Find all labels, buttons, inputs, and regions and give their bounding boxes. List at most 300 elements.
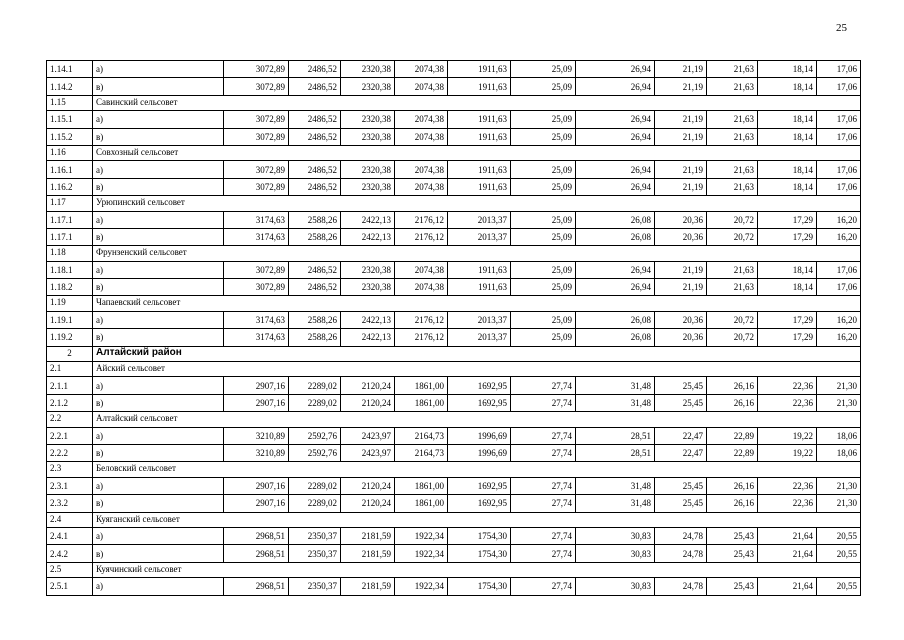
table-row: [47, 444, 861, 461]
value-cell: 2486,52: [289, 78, 341, 95]
value-cell: 26,94: [576, 161, 655, 178]
table-row: [47, 545, 861, 562]
value-cell: 22,47: [655, 444, 707, 461]
table-row: [47, 279, 861, 296]
value-cell: 22,36: [758, 394, 817, 411]
value-cell: 17,06: [817, 161, 861, 178]
value-cell: 18,14: [758, 161, 817, 178]
table-row: [47, 211, 861, 228]
section-header-row: [47, 362, 861, 377]
value-cell: 25,09: [511, 279, 576, 296]
value-cell: 1911,63: [448, 279, 511, 296]
value-cell: 25,09: [511, 211, 576, 228]
value-cell: 26,94: [576, 178, 655, 195]
row-code: 1.16.2: [47, 178, 93, 195]
value-cell: 1996,69: [448, 444, 511, 461]
value-cell: 3210,89: [224, 444, 289, 461]
value-cell: 2181,59: [341, 545, 395, 562]
value-cell: 2120,24: [341, 377, 395, 394]
row-label: в): [93, 545, 224, 562]
value-cell: 18,14: [758, 261, 817, 278]
row-code: 1.14.2: [47, 78, 93, 95]
value-cell: 26,08: [576, 311, 655, 328]
row-code: 2.3.2: [47, 495, 93, 512]
value-cell: 21,63: [707, 61, 758, 78]
row-code: 1.15.1: [47, 111, 93, 128]
value-cell: 1911,63: [448, 61, 511, 78]
value-cell: 21,19: [655, 161, 707, 178]
section-header-row: [47, 512, 861, 527]
value-cell: 17,06: [817, 279, 861, 296]
value-cell: 2588,26: [289, 329, 341, 346]
value-cell: 20,55: [817, 578, 861, 595]
value-cell: 26,16: [707, 394, 758, 411]
value-cell: 1692,95: [448, 394, 511, 411]
row-code: 1.18.2: [47, 279, 93, 296]
value-cell: 17,06: [817, 261, 861, 278]
value-cell: 2588,26: [289, 228, 341, 245]
section-header-row: [47, 462, 861, 477]
value-cell: 2181,59: [341, 527, 395, 544]
value-cell: 20,72: [707, 228, 758, 245]
value-cell: 24,78: [655, 578, 707, 595]
value-cell: 3174,63: [224, 228, 289, 245]
value-cell: 25,09: [511, 161, 576, 178]
section-name: Куячинский сельсовет: [93, 562, 861, 577]
table-row: [47, 495, 861, 512]
value-cell: 3072,89: [224, 261, 289, 278]
table-row: [47, 261, 861, 278]
row-code: 2.4: [47, 512, 93, 527]
value-cell: 24,78: [655, 527, 707, 544]
value-cell: 2013,37: [448, 311, 511, 328]
value-cell: 22,36: [758, 495, 817, 512]
value-cell: 2289,02: [289, 394, 341, 411]
value-cell: 2422,13: [341, 228, 395, 245]
row-code: 2.2.2: [47, 444, 93, 461]
value-cell: 18,14: [758, 128, 817, 145]
table-row: [47, 161, 861, 178]
value-cell: 26,94: [576, 279, 655, 296]
value-cell: 21,19: [655, 128, 707, 145]
section-name: Куяганский сельсовет: [93, 512, 861, 527]
value-cell: 17,06: [817, 178, 861, 195]
value-cell: 1911,63: [448, 161, 511, 178]
value-cell: 1692,95: [448, 495, 511, 512]
row-label: а): [93, 578, 224, 595]
value-cell: 1754,30: [448, 578, 511, 595]
value-cell: 1922,34: [395, 527, 448, 544]
value-cell: 30,83: [576, 578, 655, 595]
value-cell: 2486,52: [289, 111, 341, 128]
value-cell: 2968,51: [224, 578, 289, 595]
section-name: Беловский сельсовет: [93, 462, 861, 477]
value-cell: 21,19: [655, 178, 707, 195]
value-cell: 26,94: [576, 61, 655, 78]
value-cell: 31,48: [576, 394, 655, 411]
value-cell: 2588,26: [289, 311, 341, 328]
value-cell: 27,74: [511, 394, 576, 411]
value-cell: 25,09: [511, 78, 576, 95]
table-row: [47, 394, 861, 411]
value-cell: 1911,63: [448, 111, 511, 128]
table-row: [47, 527, 861, 544]
value-cell: 18,14: [758, 61, 817, 78]
value-cell: 2486,52: [289, 279, 341, 296]
value-cell: 21,63: [707, 279, 758, 296]
value-cell: 17,06: [817, 128, 861, 145]
value-cell: 17,06: [817, 61, 861, 78]
value-cell: 25,45: [655, 495, 707, 512]
table-row: [47, 128, 861, 145]
row-code: 2.2: [47, 412, 93, 427]
value-cell: 2350,37: [289, 545, 341, 562]
value-cell: 30,83: [576, 545, 655, 562]
value-cell: 3072,89: [224, 78, 289, 95]
value-cell: 2422,13: [341, 211, 395, 228]
value-cell: 2968,51: [224, 527, 289, 544]
row-label: а): [93, 111, 224, 128]
value-cell: 31,48: [576, 477, 655, 494]
value-cell: 21,63: [707, 128, 758, 145]
table-row: [47, 311, 861, 328]
value-cell: 2350,37: [289, 527, 341, 544]
row-code: 1.16.1: [47, 161, 93, 178]
row-label: а): [93, 377, 224, 394]
value-cell: 2486,52: [289, 178, 341, 195]
row-label: а): [93, 61, 224, 78]
value-cell: 25,09: [511, 261, 576, 278]
value-cell: 2907,16: [224, 377, 289, 394]
row-code: 1.15: [47, 95, 93, 110]
value-cell: 1861,00: [395, 477, 448, 494]
section-header-row: [47, 562, 861, 577]
value-cell: 25,09: [511, 228, 576, 245]
value-cell: 20,36: [655, 329, 707, 346]
value-cell: 2074,38: [395, 111, 448, 128]
section-name: Урюпинский сельсовет: [93, 196, 861, 211]
value-cell: 27,74: [511, 495, 576, 512]
table-row: [47, 477, 861, 494]
section-name: Фрунзенский сельсовет: [93, 246, 861, 261]
value-cell: 17,06: [817, 78, 861, 95]
value-cell: 2289,02: [289, 495, 341, 512]
row-label: в): [93, 495, 224, 512]
value-cell: 3072,89: [224, 61, 289, 78]
value-cell: 2074,38: [395, 279, 448, 296]
value-cell: 20,55: [817, 545, 861, 562]
section-header-row: [47, 145, 861, 160]
value-cell: 2120,24: [341, 477, 395, 494]
value-cell: 1911,63: [448, 128, 511, 145]
value-cell: 27,74: [511, 477, 576, 494]
value-cell: 1911,63: [448, 261, 511, 278]
value-cell: 2074,38: [395, 61, 448, 78]
row-code: 1.17.1: [47, 211, 93, 228]
value-cell: 21,63: [707, 178, 758, 195]
value-cell: 25,43: [707, 545, 758, 562]
row-label: а): [93, 527, 224, 544]
section-name: Чапаевский сельсовет: [93, 296, 861, 311]
section-name: Алтайский сельсовет: [93, 412, 861, 427]
value-cell: 3210,89: [224, 427, 289, 444]
row-label: в): [93, 178, 224, 195]
value-cell: 21,64: [758, 578, 817, 595]
value-cell: 2164,73: [395, 444, 448, 461]
value-cell: 26,94: [576, 78, 655, 95]
row-code: 1.16: [47, 145, 93, 160]
row-code: 2: [47, 346, 93, 361]
table-row: [47, 178, 861, 195]
row-label: в): [93, 444, 224, 461]
value-cell: 3072,89: [224, 161, 289, 178]
value-cell: 21,63: [707, 161, 758, 178]
value-cell: 27,74: [511, 377, 576, 394]
value-cell: 2289,02: [289, 377, 341, 394]
table-row: [47, 329, 861, 346]
value-cell: 31,48: [576, 377, 655, 394]
value-cell: 2074,38: [395, 78, 448, 95]
value-cell: 1754,30: [448, 545, 511, 562]
value-cell: 27,74: [511, 444, 576, 461]
value-cell: 20,72: [707, 329, 758, 346]
value-cell: 2120,24: [341, 394, 395, 411]
value-cell: 2320,38: [341, 78, 395, 95]
value-cell: 2968,51: [224, 545, 289, 562]
value-cell: 2013,37: [448, 228, 511, 245]
row-code: 2.2.1: [47, 427, 93, 444]
value-cell: 2320,38: [341, 61, 395, 78]
value-cell: 26,16: [707, 377, 758, 394]
value-cell: 1911,63: [448, 178, 511, 195]
value-cell: 2176,12: [395, 311, 448, 328]
value-cell: 21,30: [817, 495, 861, 512]
row-code: 2.3: [47, 462, 93, 477]
value-cell: 21,19: [655, 61, 707, 78]
table-row: [47, 78, 861, 95]
value-cell: 1911,63: [448, 78, 511, 95]
value-cell: 2164,73: [395, 427, 448, 444]
value-cell: 30,83: [576, 527, 655, 544]
value-cell: 2320,38: [341, 111, 395, 128]
value-cell: 16,20: [817, 211, 861, 228]
row-code: 1.18: [47, 246, 93, 261]
value-cell: 2074,38: [395, 161, 448, 178]
row-code: 1.17.1: [47, 228, 93, 245]
value-cell: 2423,97: [341, 427, 395, 444]
value-cell: 21,30: [817, 394, 861, 411]
value-cell: 25,09: [511, 128, 576, 145]
section-header-row: [47, 246, 861, 261]
table-row: [47, 377, 861, 394]
row-code: 1.17: [47, 196, 93, 211]
value-cell: 1861,00: [395, 495, 448, 512]
row-code: 2.5: [47, 562, 93, 577]
value-cell: 20,36: [655, 211, 707, 228]
value-cell: 2320,38: [341, 178, 395, 195]
row-label: в): [93, 394, 224, 411]
table-row: [47, 61, 861, 78]
value-cell: 22,36: [758, 477, 817, 494]
value-cell: 3072,89: [224, 128, 289, 145]
value-cell: 21,63: [707, 78, 758, 95]
value-cell: 26,94: [576, 128, 655, 145]
table-body: [47, 61, 861, 596]
value-cell: 1922,34: [395, 578, 448, 595]
value-cell: 22,47: [655, 427, 707, 444]
value-cell: 19,22: [758, 444, 817, 461]
row-code: 1.19: [47, 296, 93, 311]
table-row: [47, 111, 861, 128]
value-cell: 21,63: [707, 261, 758, 278]
value-cell: 18,14: [758, 78, 817, 95]
district-name: Алтайский район: [93, 346, 861, 361]
row-code: 1.15.2: [47, 128, 93, 145]
value-cell: 17,29: [758, 228, 817, 245]
row-label: в): [93, 78, 224, 95]
value-cell: 1754,30: [448, 527, 511, 544]
value-cell: 2013,37: [448, 329, 511, 346]
value-cell: 2486,52: [289, 128, 341, 145]
value-cell: 28,51: [576, 427, 655, 444]
value-cell: 18,14: [758, 279, 817, 296]
row-code: 1.14.1: [47, 61, 93, 78]
value-cell: 2486,52: [289, 61, 341, 78]
value-cell: 19,22: [758, 427, 817, 444]
value-cell: 2350,37: [289, 578, 341, 595]
value-cell: 25,09: [511, 61, 576, 78]
value-cell: 25,45: [655, 377, 707, 394]
table-row: [47, 427, 861, 444]
value-cell: 22,36: [758, 377, 817, 394]
value-cell: 2013,37: [448, 211, 511, 228]
value-cell: 2907,16: [224, 394, 289, 411]
value-cell: 1861,00: [395, 377, 448, 394]
value-cell: 26,94: [576, 261, 655, 278]
value-cell: 2320,38: [341, 261, 395, 278]
row-code: 2.1.1: [47, 377, 93, 394]
value-cell: 25,09: [511, 178, 576, 195]
value-cell: 2320,38: [341, 128, 395, 145]
row-label: а): [93, 161, 224, 178]
value-cell: 26,16: [707, 477, 758, 494]
tariff-table: [46, 60, 861, 596]
value-cell: 16,20: [817, 311, 861, 328]
value-cell: 25,45: [655, 394, 707, 411]
row-label: а): [93, 477, 224, 494]
value-cell: 2074,38: [395, 261, 448, 278]
value-cell: 2907,16: [224, 495, 289, 512]
page-number: 25: [836, 22, 847, 34]
section-header-row: [47, 412, 861, 427]
value-cell: 26,08: [576, 329, 655, 346]
value-cell: 18,06: [817, 444, 861, 461]
value-cell: 21,30: [817, 477, 861, 494]
value-cell: 25,09: [511, 111, 576, 128]
value-cell: 20,72: [707, 211, 758, 228]
table-row: [47, 578, 861, 595]
value-cell: 26,08: [576, 228, 655, 245]
value-cell: 17,29: [758, 311, 817, 328]
value-cell: 2120,24: [341, 495, 395, 512]
value-cell: 21,19: [655, 78, 707, 95]
value-cell: 25,43: [707, 527, 758, 544]
value-cell: 2320,38: [341, 161, 395, 178]
section-header-row: [47, 196, 861, 211]
row-code: 2.3.1: [47, 477, 93, 494]
value-cell: 18,14: [758, 178, 817, 195]
value-cell: 1692,95: [448, 377, 511, 394]
value-cell: 1922,34: [395, 545, 448, 562]
value-cell: 17,29: [758, 211, 817, 228]
value-cell: 2422,13: [341, 311, 395, 328]
value-cell: 24,78: [655, 545, 707, 562]
value-cell: 25,09: [511, 329, 576, 346]
row-label: в): [93, 228, 224, 245]
value-cell: 3072,89: [224, 178, 289, 195]
value-cell: 22,89: [707, 427, 758, 444]
row-label: а): [93, 311, 224, 328]
section-name: Совхозный сельсовет: [93, 145, 861, 160]
row-label: а): [93, 211, 224, 228]
value-cell: 26,94: [576, 111, 655, 128]
value-cell: 16,20: [817, 329, 861, 346]
row-code: 2.4.1: [47, 527, 93, 544]
value-cell: 17,06: [817, 111, 861, 128]
value-cell: 20,36: [655, 311, 707, 328]
row-label: а): [93, 261, 224, 278]
value-cell: 31,48: [576, 495, 655, 512]
row-code: 2.1.2: [47, 394, 93, 411]
row-code: 2.1: [47, 362, 93, 377]
value-cell: 2176,12: [395, 329, 448, 346]
value-cell: 2907,16: [224, 477, 289, 494]
row-code: 1.19.2: [47, 329, 93, 346]
value-cell: 27,74: [511, 578, 576, 595]
value-cell: 17,29: [758, 329, 817, 346]
value-cell: 20,55: [817, 527, 861, 544]
row-code: 2.4.2: [47, 545, 93, 562]
value-cell: 2289,02: [289, 477, 341, 494]
value-cell: 3174,63: [224, 311, 289, 328]
value-cell: 26,08: [576, 211, 655, 228]
value-cell: 21,63: [707, 111, 758, 128]
value-cell: 3174,63: [224, 211, 289, 228]
section-header-row: [47, 296, 861, 311]
value-cell: 21,30: [817, 377, 861, 394]
value-cell: 2176,12: [395, 211, 448, 228]
section-name: Айский сельсовет: [93, 362, 861, 377]
value-cell: 2486,52: [289, 261, 341, 278]
value-cell: 18,14: [758, 111, 817, 128]
value-cell: 25,09: [511, 311, 576, 328]
value-cell: 21,64: [758, 545, 817, 562]
value-cell: 2592,76: [289, 444, 341, 461]
section-header-row: [47, 95, 861, 110]
row-code: 2.5.1: [47, 578, 93, 595]
value-cell: 27,74: [511, 545, 576, 562]
value-cell: 16,20: [817, 228, 861, 245]
value-cell: 2592,76: [289, 427, 341, 444]
value-cell: 27,74: [511, 427, 576, 444]
value-cell: 18,06: [817, 427, 861, 444]
value-cell: 2176,12: [395, 228, 448, 245]
value-cell: 22,89: [707, 444, 758, 461]
value-cell: 3072,89: [224, 279, 289, 296]
value-cell: 20,72: [707, 311, 758, 328]
row-code: 1.18.1: [47, 261, 93, 278]
section-name: Савинский сельсовет: [93, 95, 861, 110]
